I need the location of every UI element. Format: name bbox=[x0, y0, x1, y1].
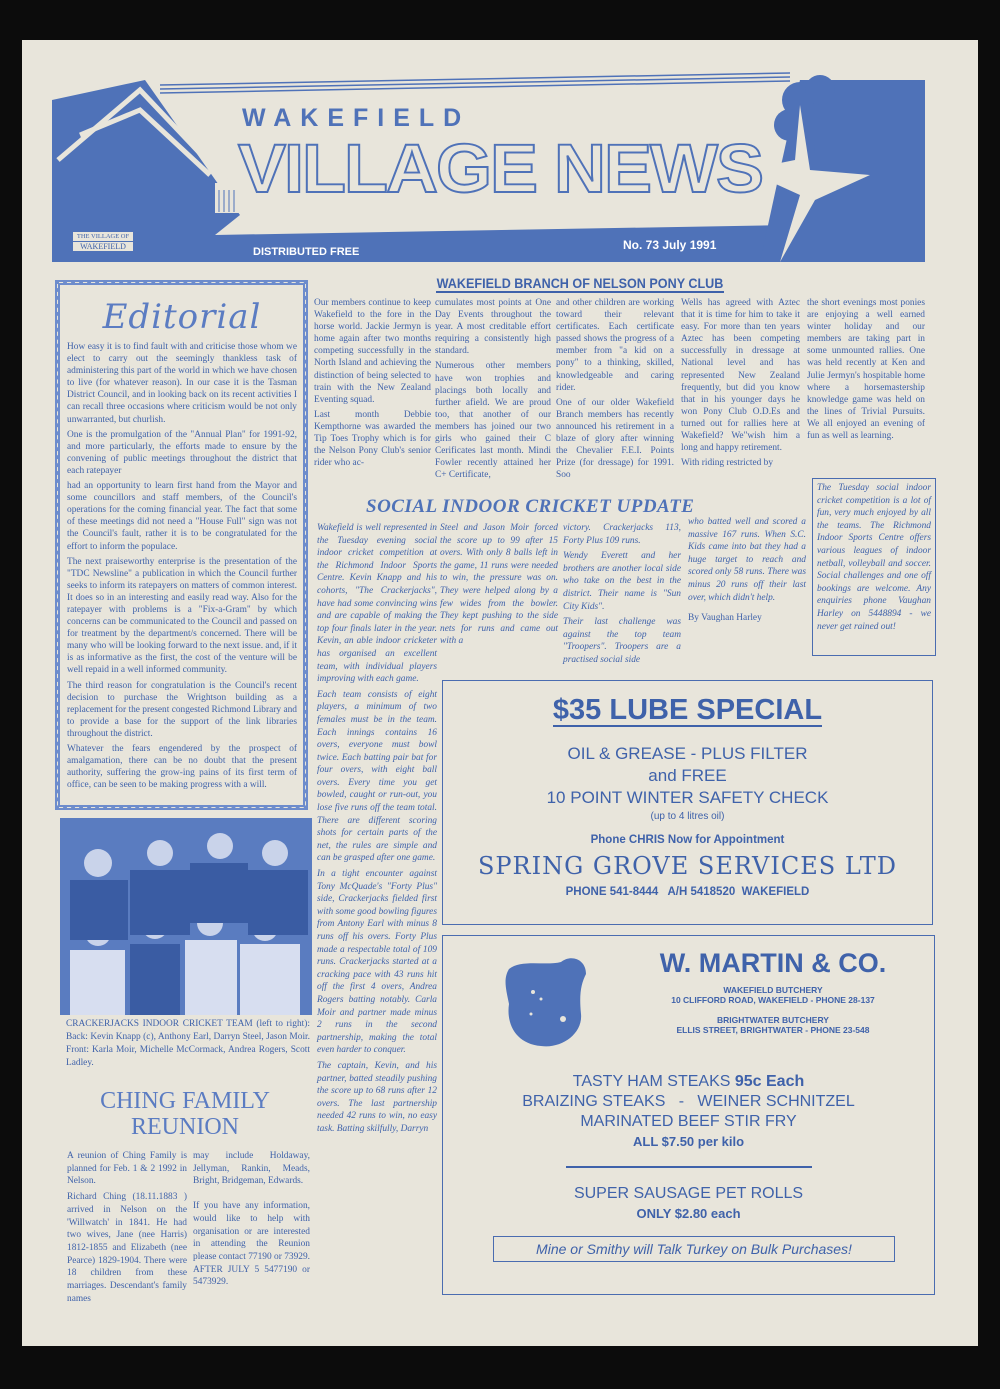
paragraph: cumulates most points at One Day Events throughout the year. A most creditable effort requiring a consistently high standard. bbox=[435, 298, 551, 357]
ching-col-2 bbox=[193, 1150, 310, 1292]
paragraph: Their last challenge was against the top team "Troopers". Troopers are a practised social side bbox=[563, 617, 681, 665]
shop-address: ELLIS STREET, BRIGHTWATER - PHONE 23-548 bbox=[676, 1025, 870, 1035]
cricket-col-2 bbox=[440, 522, 558, 651]
butcher-name: W. MARTIN & CO. bbox=[659, 948, 887, 978]
cricket-headline: SOCIAL INDOOR CRICKET UPDATE bbox=[366, 496, 695, 517]
paragraph: had an opportunity to learn first hand from the Mayor and some councillors and staff members, of the Council's operations for the coming financial year. The fact that some of these meetings did not need a "House Full" sign was not the Council's fault, rather it is to be congratulated for the effort to inform the populace. bbox=[67, 481, 297, 552]
paragraph: Wells has agreed with Aztec that it is time for him to take it easy. For more than ten years Aztec has been competing successfully in dressage at National level and has represented New Zealand frequently, but did you know that in his younger days he won Pony Club O.D.Es and turned out for rallies here at Wakefield? We"wish him a long and happy retirement. bbox=[681, 298, 800, 454]
paragraph: who batted well and scored a massive 167 runs. When S.C. Kids came into bat they had a huge target to reach and scored only 58 runs. There was minus 20 runs off their last over, which didn't help. bbox=[688, 517, 806, 603]
offer-item: MARINATED BEEF STIR FRY bbox=[580, 1113, 797, 1130]
paragraph: and other children are working toward their relevant certificates. Each certificate passed shows the progress of a member from "a kid on a pony" to a thinking, skilled, knowledgeable and caring rider. bbox=[556, 298, 674, 393]
cricket-col-1 bbox=[317, 522, 437, 1139]
editorial-title: Editorial bbox=[102, 297, 262, 337]
masthead-kicker: WAKEFIELD bbox=[242, 104, 471, 132]
pony-col-1 bbox=[314, 297, 431, 472]
butcher-ad bbox=[442, 935, 935, 1295]
paragraph: If you have any information, would like to help with organisation or are interested in attending the Reunion please contact 77190 or 73929. AFTER JULY 5 5477190 or 5473929. bbox=[193, 1201, 310, 1288]
editorial-box bbox=[55, 280, 308, 810]
shop-address: 10 CLIFFORD ROAD, WAKEFIELD - PHONE 28-137 bbox=[671, 995, 875, 1005]
ad-company: SPRING GROVE SERVICES LTD bbox=[477, 852, 898, 880]
paragraph: Whatever the fears engendered by the prospect of amalgamation, there can be no doubt that the present authority, suffering the grow-ing pains of its first term of office, can be seen to be making progress with a will. bbox=[67, 744, 297, 791]
paragraph: Richard Ching (18.11.1883 ) arrived in Nelson on the 'Willwatch' in 1841. He had two wives, Jane (nee Harris) 1812-1855 and Elizabeth (nee Pearce) 1829-1904. There were 18 children from these marriages. Descendant's family names bbox=[67, 1192, 187, 1304]
paragraph: Our members continue to keep Wakefield to the fore in the horse world. Jackie Jermyn is home again after two months competing successfully in the North Island and achieving the distinction of being selected to train with the New Zealand Eventing squad. bbox=[314, 298, 431, 405]
paragraph: One of our older Wakefield Branch members has recently announced his retirement in a blaze of glory after winning the Chevalier F.E.I. Points Prize (for dressage) for 1991. Soo bbox=[556, 397, 674, 481]
ad-line: OIL & GREASE - PLUS FILTER bbox=[567, 744, 808, 763]
paragraph: How easy it is to find fault with and criticise those whom we elect to carry out the seemingly thankless task of administering this part of the world in which we have chosen to live (for whatever reason). In our case it is the Tasman District Council, and in looking back on its recent activities I can recall three occasions where criticism would be not only unwarranted, but churlish. bbox=[67, 342, 297, 425]
ad-contact: PHONE 541-8444 A/H 5418520 WAKEFIELD bbox=[565, 886, 810, 898]
ching-headline bbox=[60, 1088, 310, 1140]
paragraph: The next praiseworthy enterprise is the presentation of the "TDC Newsline" a publication in which the Council further seeks to inform its ratepayers on matters of common interest. It does so in an interesting and easily read way. Also for the ratepayer with problems is a "Fix-a-Gram" by which concerns can be communicated to the Council and passed on for treatment by the department/s concerned. There will be many who will be looking forward to the next issue. and, if it is as informative as the first, the cost of the venture will be well repaid in a well informed community. bbox=[67, 556, 297, 676]
paragraph: Wendy Everett and her brothers are another local side who take on the best in the district. Their name is "Sun City Kids". bbox=[563, 551, 681, 612]
paragraph: With riding restricted by bbox=[681, 458, 774, 469]
butcher-offers bbox=[443, 1072, 934, 1224]
divider bbox=[566, 1166, 812, 1168]
paragraph: A reunion of Ching Family is planned for Feb. 1 & 2 1992 in Nelson. bbox=[67, 1151, 187, 1187]
ching-col-1 bbox=[67, 1150, 187, 1308]
paragraph: Numerous other members have won trophies and placings both locally and further afield. We are proud too, that another of our members has joined our two girls who gained their C Cerificates last month. Mindi Fowler recently attained her C+ Certificate, bbox=[435, 361, 551, 481]
pony-col-2 bbox=[435, 297, 551, 484]
offer-item: BRAIZING STEAKS - WEINER SCHNITZEL bbox=[522, 1093, 855, 1110]
ad-headline: $35 LUBE SPECIAL bbox=[552, 694, 823, 726]
pony-col-4 bbox=[681, 297, 800, 472]
ad-phone-line: Phone CHRIS Now for Appointment bbox=[590, 834, 785, 846]
paragraph: may include Holdaway, Jellyman, Rankin, Meads, Bright, Bridgeman, Edwards. bbox=[193, 1151, 310, 1187]
issue-date: No. 73 July 1991 bbox=[623, 238, 717, 252]
paragraph: victory. Crackerjacks 113, Forty Plus 109 runs. bbox=[563, 523, 681, 546]
bull-head-icon bbox=[501, 954, 591, 1049]
cricket-sidebar: The Tuesday social indoor cricket competition is a lot of fun, very much enjoyed by all the teams. The Richmond Indoor Sports Centre offers various leagues of indoor netball, volleyball and soccer. Social challenges and one off bookings are welcome. Any enquiries phone Vaughan Harley on 5448894 - we never get rained out! bbox=[812, 478, 936, 656]
paragraph: Last month Debbie Kempthorne was awarded the Tip Toes Trophy which is for the Nelson Pony Club's senior rider who ac- bbox=[314, 409, 431, 469]
pony-col-5 bbox=[807, 297, 925, 445]
ching-title-1: CHING FAMILY bbox=[100, 1088, 270, 1114]
sign-bottom: WAKEFIELD bbox=[73, 241, 133, 251]
editorial-body bbox=[67, 341, 297, 791]
cricket-col-4 bbox=[688, 516, 806, 628]
offer-price: ALL $7.50 per kilo bbox=[632, 1134, 745, 1149]
bulk-slogan: Mine or Smithy will Talk Turkey on Bulk Purchases! bbox=[493, 1236, 895, 1262]
distributed-free: DISTRIBUTED FREE bbox=[253, 246, 360, 258]
offer-price: 95c Each bbox=[734, 1073, 805, 1090]
masthead-title: VILLAGE NEWS bbox=[238, 131, 763, 207]
ad-line: and FREE bbox=[648, 766, 727, 785]
pony-col-3 bbox=[556, 297, 674, 484]
pony-club-headline: WAKEFIELD BRANCH OF NELSON PONY CLUB bbox=[436, 275, 724, 291]
paragraph: the short evenings most ponies are enjoying a well earned winter holiday and our members are taking part in some unmounted rallies. One was held recently at Ken and Julie Jermyn's hospitable home where a horsemastership knowledge game was held on the lines of Trivial Pursuits. We all enjoyed an evening of fun as well as learning. bbox=[807, 298, 925, 442]
ad-line: 10 POINT WINTER SAFETY CHECK bbox=[546, 788, 829, 807]
offer-item: TASTY HAM STEAKS bbox=[572, 1073, 735, 1090]
team-photo bbox=[60, 818, 312, 1015]
sign-top: THE VILLAGE OF bbox=[76, 233, 130, 240]
paragraph: Each team consists of eight players, a minimum of two females must be in the team. Each innings contains 16 overs, everyone must bowl twice. Each batting pair bat for four overs, with eight ball overs. Every time you get bowled, caught or run-out, you lose five runs off the team total. There are different scoring shots for certain parts of the net, the rules are simple and can be grasped after one game. bbox=[317, 689, 437, 864]
paragraph: In a tight encounter against Tony McQuade's "Forty Plus" side, Crackerjacks fielded first with some good bowling figures from Antony Earl with minus 8 runs off his overs. Forty Plus made a respectable total of 109 runs. Crackerjacks started at a cracking pace with 43 runs hit off the first 4 overs, Andrea Rogers batting notably. Carla Moir and partner made minus 2 runs in the second partnership, making the total even harder to conquer. bbox=[317, 869, 437, 1056]
lube-special-ad bbox=[442, 680, 933, 925]
shop-name: WAKEFIELD BUTCHERY bbox=[723, 985, 823, 995]
paragraph: The captain, Kevin, and his partner, batted steadily pushing the score up to 68 runs after 12 overs. The last partnership needed 42 runs to win, no easy task. Batting skilfully, Darryn bbox=[317, 1060, 437, 1134]
ad-note: (up to 4 litres oil) bbox=[650, 811, 725, 822]
shop-name: BRIGHTWATER BUTCHERY bbox=[717, 1015, 829, 1025]
ching-title-2: REUNION bbox=[131, 1114, 239, 1140]
paragraph: Wakefield is well represented in the Tuesday evening social indoor cricket competition at the Richmond Indoor Sports Centre. Kevin Knapp and his cohorts, "The Crackerjacks", have had some convincing wins and are capable of making the top four finals later in the year. Kevin, an able indoor cricketer has organised an excellent team, with individual players improving with each game. bbox=[317, 523, 437, 685]
village-sign bbox=[72, 231, 134, 252]
paragraph: One is the promulgation of the "Annual Plan" for 1991-92, and more particularly, the efforts made to ensure by the convening of public meetings throughout the district that each ratepayer bbox=[67, 429, 297, 476]
photo-caption: CRACKERJACKS INDOOR CRICKET TEAM (left to right): Back: Kevin Knapp (c), Anthony Earl, Darryn Steel, Jason Moir. Front: Karla Moir, Michelle McCormack, Andrea Rogers, Scott Ladley. bbox=[66, 1019, 310, 1068]
offer-item: SUPER SAUSAGE PET ROLLS bbox=[573, 1184, 804, 1202]
cricket-col-3 bbox=[563, 522, 681, 670]
paragraph: The third reason for congratulation is the Council's recent decision to purchase the Wrightson building as a replacement for the present congested Richmond Library and to provide a base for the support of the link libraries throughout the district. bbox=[67, 680, 297, 739]
butcher-header bbox=[623, 948, 923, 1035]
paragraph: Steel and Jason Moir forced the score up to 99 after 15 overs. With only 8 balls left in the game, 11 runs were needed to win, the pressure was on. They were helped along by a few wides from the bowler. They kept pushing to the side nets for runs and came out with a bbox=[440, 523, 558, 647]
offer-price: ONLY $2.80 each bbox=[636, 1205, 741, 1221]
byline: By Vaughan Harley bbox=[688, 613, 762, 624]
